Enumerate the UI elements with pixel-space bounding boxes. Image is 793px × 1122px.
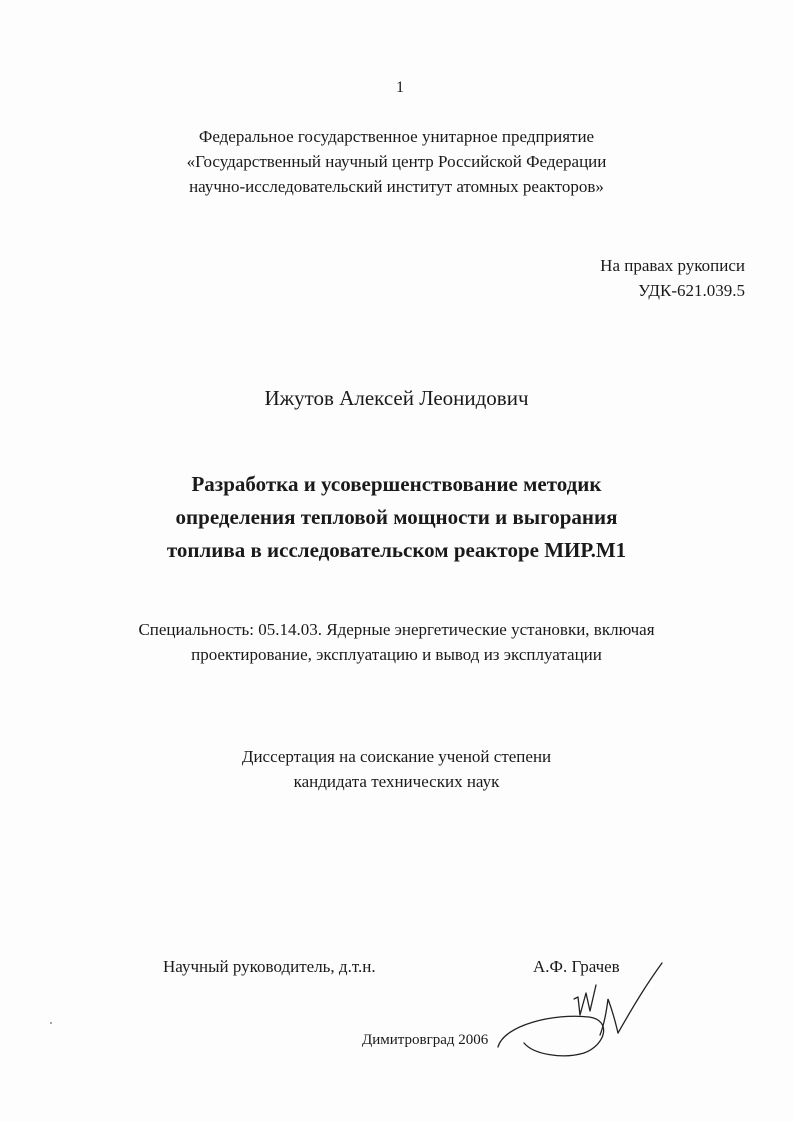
organization-line-3: научно-исследовательский институт атомных реакторов»	[189, 177, 604, 196]
handwritten-signature	[494, 955, 669, 1075]
specialty-line-1: Специальность: 05.14.03. Ядерные энергетические установки, включая	[138, 620, 655, 639]
organization-line-1: Федеральное государственное унитарное предприятие	[198, 127, 595, 146]
supervisor-name: А.Ф. Грачев	[533, 957, 620, 976]
udc-code: УДК-621.039.5	[638, 281, 745, 300]
author-name: Ижутов Алексей Леонидович	[264, 386, 529, 410]
thesis-title-line-3: топлива в исследовательском реакторе МИР.М1	[166, 538, 627, 562]
thesis-title-line-2: определения тепловой мощности и выгорания	[175, 505, 618, 529]
page-number: 1	[396, 79, 404, 96]
thesis-title-line-1: Разработка и усовершенствование методик	[191, 472, 602, 496]
city-and-year: Димитровград 2006	[362, 1032, 489, 1048]
scan-speck	[50, 1022, 52, 1024]
specialty-line-2: проектирование, эксплуатацию и вывод из эксплуатации	[191, 645, 602, 664]
supervisor-label: Научный руководитель, д.т.н.	[163, 957, 376, 976]
manuscript-rights: На правах рукописи	[600, 256, 745, 275]
dissertation-line-1: Диссертация на соискание ученой степени	[241, 747, 552, 766]
organization-line-2: «Государственный научный центр Российской Федерации	[186, 152, 607, 171]
dissertation-line-2: кандидата технических наук	[293, 772, 500, 791]
